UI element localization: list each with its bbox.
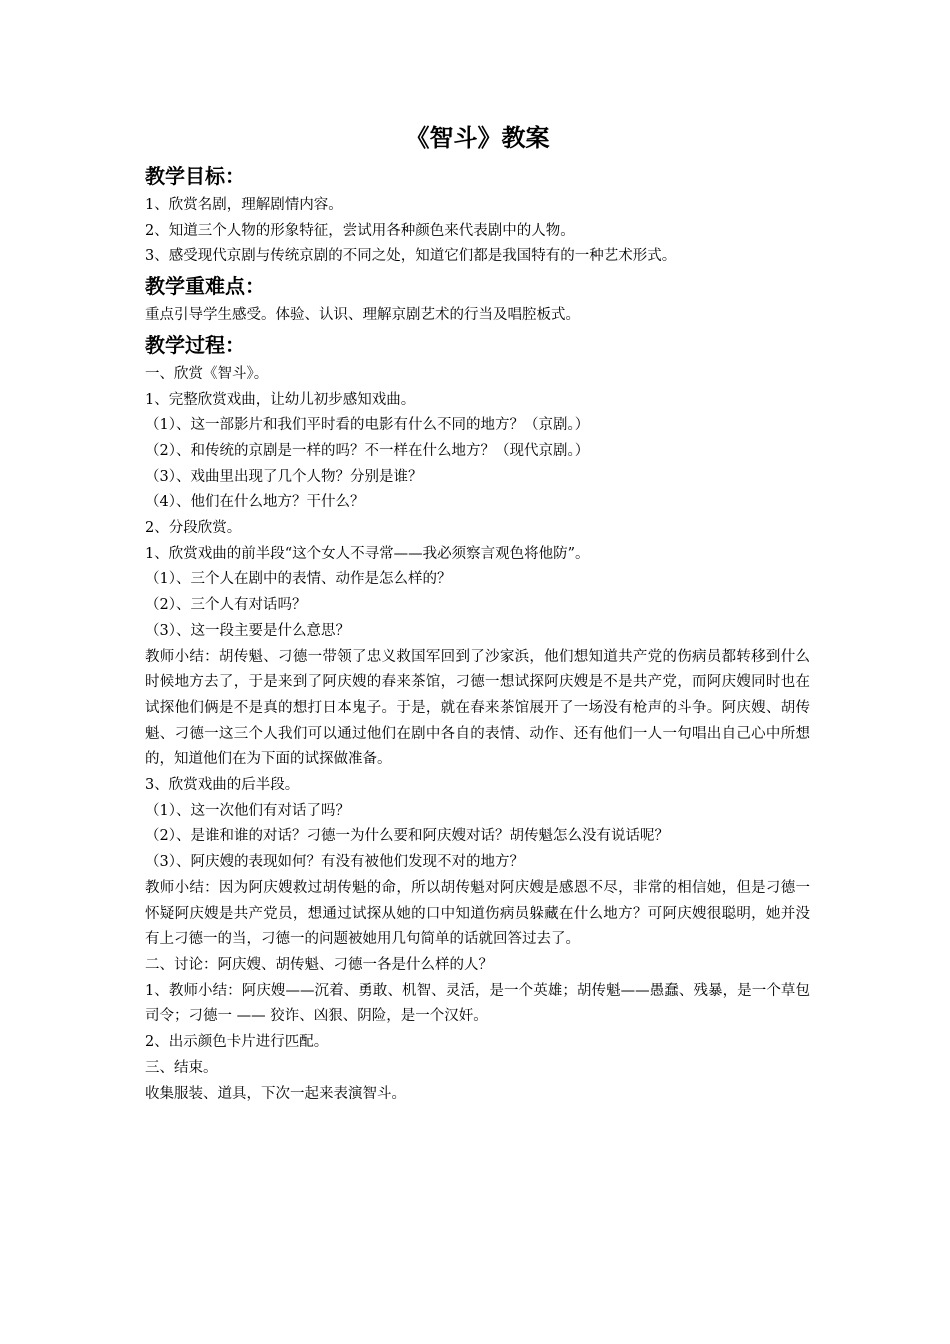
objective-item: 2、知道三个人物的形象特征，尝试用各种颜色来代表剧中的人物。: [145, 222, 575, 239]
document-title: 《智斗》教案: [405, 123, 550, 152]
process-line: （3）、阿庆嫂的表现如何？有没有被他们发现不对的地方？: [145, 854, 524, 871]
process-line: （4）、他们在什么地方？干什么？: [145, 494, 365, 511]
process-line: （1）、这一次他们有对话了吗？: [145, 802, 350, 819]
process-line: 3、欣赏戏曲的后半段。: [145, 777, 300, 794]
process-line: 收集服装、道具，下次一起来表演智斗。: [145, 1085, 406, 1102]
process-line: 2、分段欣赏。: [145, 520, 242, 537]
teacher-summary-paragraph: 教师小结：胡传魁、刁德一带领了忠义救国军回到了沙家浜，他们想知道共产党的伤病员都转移到什么时候地方去了，于是来到了阿庆嫂的春来茶馆，刁德一想试探阿庆嫂是不是共产党，而阿庆嫂同时也在试探他们俩是不是真的想打日本鬼子。于是，就在春来茶馆展开了一场没有枪声的斗争。阿庆嫂、胡传魁、刁德一这三个人我们可以通过他们在剧中各自的表情、动作、还有他们一人一句唱出自己心中所想的，知道他们在为下面的试探做准备。: [145, 648, 810, 768]
process-line: （2）、三个人有对话吗？: [145, 597, 307, 614]
teacher-summary-paragraph: 1、教师小结：阿庆嫂——沉着、勇敢、机智、灵活，是一个英雄；胡传魁——愚蠢、残暴，是一个草包司令；刁德一 —— 狡诈、凶狠、阴险，是一个汉奸。: [145, 982, 810, 1025]
process-line: 一、欣赏《智斗》。: [145, 365, 269, 382]
teacher-summary-paragraph: 教师小结：因为阿庆嫂救过胡传魁的命，所以胡传魁对阿庆嫂是感恩不尽，非常的相信她，但是刁德一怀疑阿庆嫂是共产党员，想通过试探从她的口中知道伤病员躲藏在什么地方？可阿庆嫂很聪明，她并没有上刁德一的当，刁德一的问题被她用几句简单的话就回答过去了。: [145, 879, 810, 948]
process-line: （3）、这一段主要是什么意思？: [145, 622, 350, 639]
process-line: （1）、三个人在剧中的表情、动作是怎么样的？: [145, 571, 452, 588]
process-line: 1、完整欣赏戏曲，让幼儿初步感知戏曲。: [145, 391, 416, 408]
objective-item: 3、感受现代京剧与传统京剧的不同之处，知道它们都是我国特有的一种艺术形式。: [145, 248, 677, 265]
process-line: 三、结束。: [145, 1059, 218, 1076]
process-line: （3）、戏曲里出现了几个人物？分别是谁？: [145, 468, 423, 485]
process-line: （2）、是谁和谁的对话？刁德一为什么要和阿庆嫂对话？胡传魁怎么没有说话呢？: [145, 828, 669, 845]
process-line: （1）、这一部影片和我们平时看的电影有什么不同的地方？（京剧。）: [145, 417, 590, 434]
key-point-item: 重点引导学生感受。体验、认识、理解京剧艺术的行当及唱腔板式。: [145, 307, 580, 324]
process-line: （2）、和传统的京剧是一样的吗？不一样在什么地方？（现代京剧。）: [145, 442, 590, 459]
section-heading-key-points: 教学重难点：: [145, 274, 265, 299]
process-line: 二、讨论：阿庆嫂、胡传魁、刁德一各是什么样的人？: [145, 956, 493, 973]
objective-item: 1、欣赏名剧，理解剧情内容。: [145, 197, 343, 213]
process-line: 2、出示颜色卡片进行匹配。: [145, 1034, 329, 1051]
process-line: 1、欣赏戏曲的前半段“这个女人不寻常——我必须察言观色将他防”。: [145, 545, 590, 562]
section-heading-objectives: 教学目标：: [145, 164, 245, 188]
document-page: [145, 118, 810, 1107]
section-heading-process: 教学过程：: [145, 332, 245, 357]
